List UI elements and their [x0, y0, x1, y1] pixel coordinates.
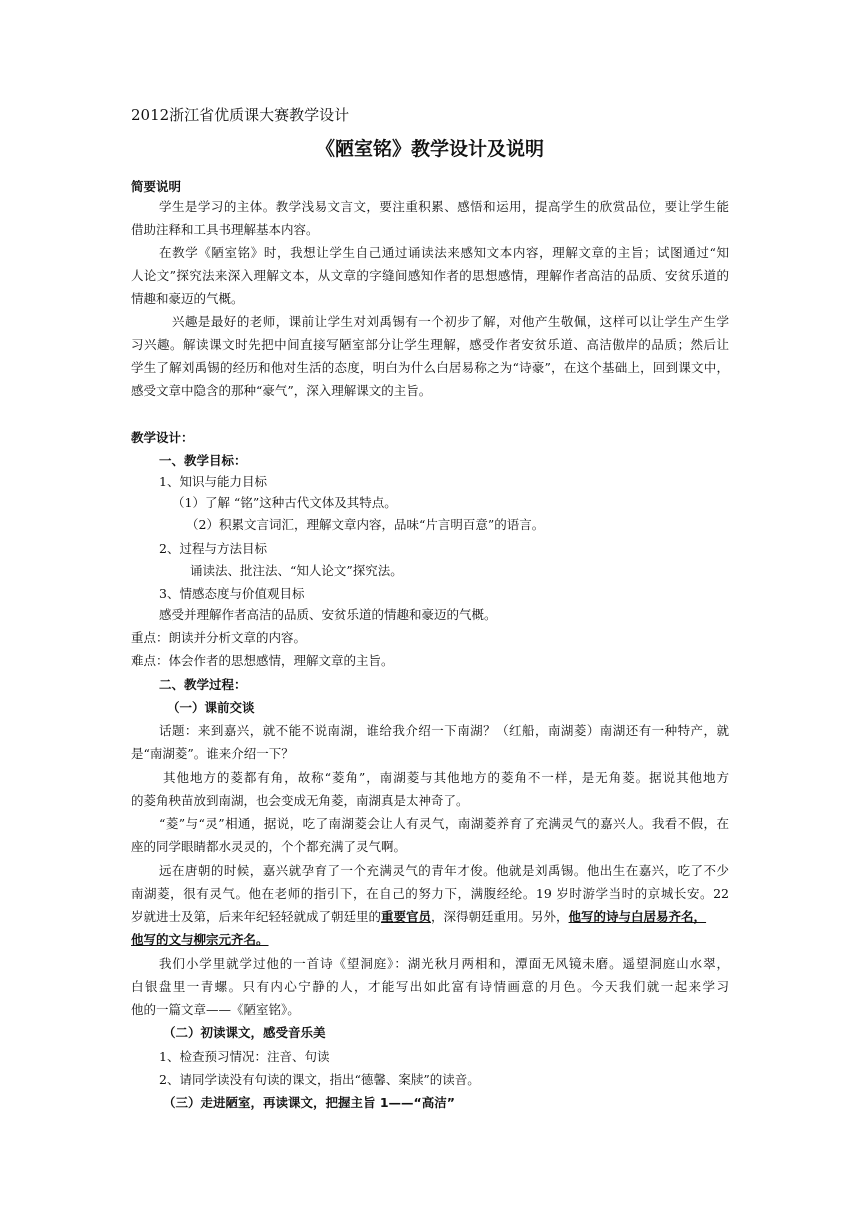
- key-point: 重点：朗读并分析文章的内容。: [131, 630, 307, 645]
- body-line: 座的同学眼睛都水灵灵的，个个都充满了灵气啊。: [131, 839, 407, 854]
- process-heading: 二、教学过程：: [159, 677, 247, 692]
- goal-item: 3、情感态度与价值观目标: [159, 586, 305, 601]
- document-title: 《陋室铭》教学设计及说明: [315, 138, 544, 160]
- goal-subitem: 诵读法、批注法、“知人论文”探究法。: [190, 563, 403, 578]
- summary-line: 学生了解刘禹锡的经历和他对生活的态度，明白为什么白居易称之为“诗豪”，在这个基础上，回到课文中，: [131, 360, 729, 375]
- goal-subitem: （1）了解 “铭”这种古代文体及其特点。: [172, 495, 397, 510]
- body-line: 白银盘里一青螺。只有内心宁静的人，才能写出如此富有诗情画意的月色。今天我们就一起来学习: [131, 979, 729, 994]
- body-line: 话题：来到嘉兴，就不能不说南湖，谁给我介绍一下南湖？（红船，南湖菱）南湖还有一种特产，就: [159, 723, 729, 738]
- summary-heading: 简要说明: [131, 179, 182, 194]
- body-line: 他的一篇文章——《陋室铭》。: [131, 1002, 300, 1017]
- part-heading: （一）课前交谈: [167, 700, 255, 715]
- emphasis-line: 他写的文与柳宗元齐名。: [131, 932, 269, 947]
- body-line: “菱”与“灵”相通，据说，吃了南湖菱会让人有灵气，南湖菱养育了充满灵气的嘉兴人。我看不假，在: [159, 816, 729, 831]
- body-line: 的菱角秧苗放到南湖，也会变成无角菱，南湖真是太神奇了。: [131, 793, 469, 808]
- summary-line: 借助注释和工具书理解基本内容。: [131, 222, 319, 237]
- design-heading: 教学设计：: [131, 430, 194, 445]
- list-item: 2、请同学读没有句读的课文，指出“德馨、案牍”的读音。: [159, 1072, 480, 1087]
- body-text: ，深得朝廷重用。另外，: [431, 909, 569, 924]
- part-heading: （三）走进陋室，再读课文，把握主旨 1——“高洁”: [163, 1095, 455, 1110]
- summary-line: 兴趣是最好的老师，课前让学生对刘禹锡有一个初步了解，对他产生敬佩，这样可以让学生产生学: [172, 314, 729, 329]
- summary-line: 习兴趣。解读课文时先把中间直接写陋室部分让学生理解，感受作者安贫乐道、高洁傲岸的品质；然后让: [131, 337, 729, 352]
- goal-item: 1、知识与能力目标: [159, 474, 267, 489]
- body-text: 岁就进士及第，后来年纪轻轻就成了朝廷里的: [131, 909, 382, 924]
- emphasis-text: 重要官员: [381, 909, 432, 924]
- body-line: [131, 908, 706, 926]
- summary-line: 感受文章中隐含的那种“豪气”，深入理解课文的主旨。: [131, 383, 432, 398]
- document-header: 2012浙江省优质课大赛教学设计: [131, 106, 350, 124]
- difficulty: 难点：体会作者的思想感情，理解文章的主旨。: [131, 653, 394, 668]
- summary-line: 在教学《陋室铭》时，我想让学生自己通过诵读法来感知文本内容，理解文章的主旨；试图通过“知: [159, 245, 729, 260]
- body-line: 是“南湖菱”。谁来介绍一下？: [131, 746, 294, 761]
- body-line: 南湖菱，很有灵气。他在老师的指引下，在自己的努力下，满腹经纶。19 岁时游学当时的京城长安。22: [131, 886, 729, 901]
- goal-subitem: （2）积累文言词汇，理解文章内容，品味“片言明百意”的语言。: [186, 517, 545, 532]
- summary-line: 人论文”探究法来深入理解文本，从文章的字缝间感知作者的思想感情，理解作者高洁的品质、安贫乐道的: [131, 268, 729, 283]
- list-item: 1、检查预习情况：注音、句读: [159, 1049, 330, 1064]
- goal-subitem: 感受并理解作者高洁的品质、安贫乐道的情趣和豪迈的气概。: [159, 607, 497, 622]
- body-line: 我们小学里就学过他的一首诗《望洞庭》：湖光秋月两相和，潭面无风镜未磨。遥望洞庭山水翠，: [159, 956, 729, 971]
- body-line: 其他地方的菱都有角，故称“菱角”，南湖菱与其他地方的菱角不一样，是无角菱。据说其他地方: [163, 770, 729, 785]
- part-heading: （二）初读课文，感受音乐美: [163, 1025, 326, 1040]
- emphasis-text: 他写的诗与白居易齐名，: [568, 909, 707, 924]
- goal-item: 2、过程与方法目标: [159, 541, 267, 556]
- goals-heading: 一、教学目标：: [159, 453, 247, 468]
- body-line: 远在唐朝的时候，嘉兴就孕育了一个充满灵气的青年才俊。他就是刘禹锡。他出生在嘉兴，吃了不少: [159, 863, 729, 878]
- summary-line: 情趣和豪迈的气概。: [131, 291, 244, 306]
- summary-line: 学生是学习的主体。教学浅易文言文，要注重积累、感悟和运用，提高学生的欣赏品位，要让学生能: [159, 199, 729, 214]
